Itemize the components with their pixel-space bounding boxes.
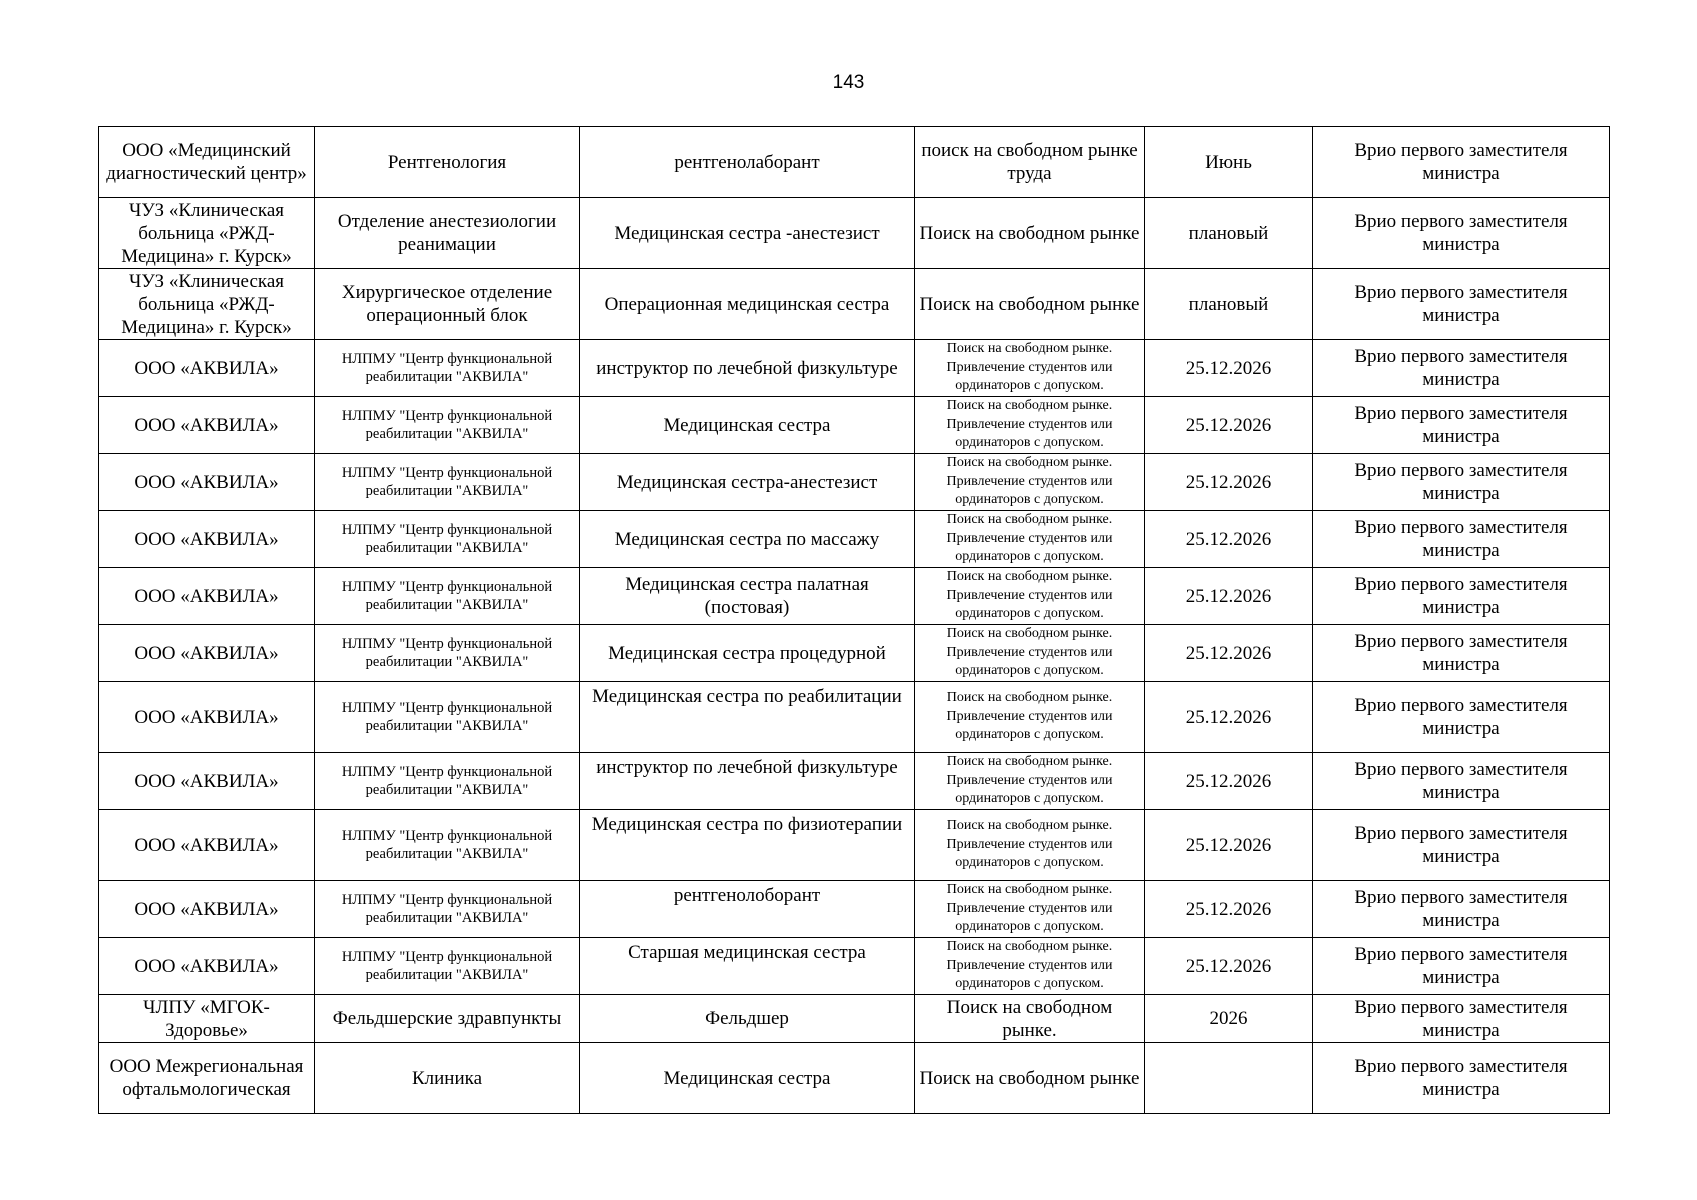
cell-department: НЛПМУ "Центр функциональной реабилитации "АКВИЛА" bbox=[315, 810, 580, 881]
cell-position: Медицинская сестра процедурной bbox=[580, 625, 915, 682]
cell-recruitment-method: Поиск на свободном рынке. Привлечение студентов или ординаторов с допуском. bbox=[915, 340, 1145, 397]
cell-responsible: Врио первого заместителя министра bbox=[1313, 995, 1610, 1043]
cell-department: Рентгенология bbox=[315, 127, 580, 198]
cell-term: 25.12.2026 bbox=[1145, 340, 1313, 397]
cell-position: Медицинская сестра bbox=[580, 397, 915, 454]
table-row bbox=[99, 397, 1610, 454]
table-row bbox=[99, 995, 1610, 1043]
cell-position: рентгенолоборант bbox=[580, 881, 915, 938]
table-row bbox=[99, 127, 1610, 198]
cell-recruitment-method: Поиск на свободном рынке. Привлечение студентов или ординаторов с допуском. bbox=[915, 397, 1145, 454]
table-row bbox=[99, 198, 1610, 269]
cell-department: НЛПМУ "Центр функциональной реабилитации "АКВИЛА" bbox=[315, 881, 580, 938]
cell-organization: ООО «АКВИЛА» bbox=[99, 625, 315, 682]
cell-department: НЛПМУ "Центр функциональной реабилитации "АКВИЛА" bbox=[315, 511, 580, 568]
cell-department: Фельдшерские здравпункты bbox=[315, 995, 580, 1043]
cell-organization: ЧУЗ «Клиническая больница «РЖД-Медицина» г. Курск» bbox=[99, 198, 315, 269]
cell-term: Июнь bbox=[1145, 127, 1313, 198]
table-row bbox=[99, 340, 1610, 397]
cell-organization: ООО «АКВИЛА» bbox=[99, 682, 315, 753]
cell-recruitment-method: Поиск на свободном рынке. Привлечение студентов или ординаторов с допуском. bbox=[915, 682, 1145, 753]
cell-recruitment-method: поиск на свободном рынке труда bbox=[915, 127, 1145, 198]
cell-position: Медицинская сестра-анестезист bbox=[580, 454, 915, 511]
cell-term: плановый bbox=[1145, 198, 1313, 269]
cell-recruitment-method: Поиск на свободном рынке. Привлечение студентов или ординаторов с допуском. bbox=[915, 568, 1145, 625]
table-row bbox=[99, 938, 1610, 995]
cell-organization: ООО «АКВИЛА» bbox=[99, 753, 315, 810]
cell-department: НЛПМУ "Центр функциональной реабилитации "АКВИЛА" bbox=[315, 938, 580, 995]
cell-organization: ООО «АКВИЛА» bbox=[99, 340, 315, 397]
table-row bbox=[99, 881, 1610, 938]
cell-position: Медицинская сестра bbox=[580, 1043, 915, 1114]
cell-position: Старшая медицинская сестра bbox=[580, 938, 915, 995]
cell-term: 25.12.2026 bbox=[1145, 810, 1313, 881]
cell-term: 25.12.2026 bbox=[1145, 881, 1313, 938]
cell-department: НЛПМУ "Центр функциональной реабилитации "АКВИЛА" bbox=[315, 682, 580, 753]
table-row bbox=[99, 568, 1610, 625]
cell-recruitment-method: Поиск на свободном рынке. Привлечение студентов или ординаторов с допуском. bbox=[915, 810, 1145, 881]
cell-position: Фельдшер bbox=[580, 995, 915, 1043]
staffing-table bbox=[98, 126, 1610, 1114]
cell-organization: ООО «АКВИЛА» bbox=[99, 938, 315, 995]
cell-organization: ООО «АКВИЛА» bbox=[99, 454, 315, 511]
cell-term: 25.12.2026 bbox=[1145, 511, 1313, 568]
cell-department: Хирургическое отделение операционный блок bbox=[315, 269, 580, 340]
cell-position: Медицинская сестра палатная (постовая) bbox=[580, 568, 915, 625]
table-row bbox=[99, 269, 1610, 340]
cell-recruitment-method: Поиск на свободном рынке. Привлечение студентов или ординаторов с допуском. bbox=[915, 881, 1145, 938]
cell-term: 25.12.2026 bbox=[1145, 625, 1313, 682]
cell-recruitment-method: Поиск на свободном рынке bbox=[915, 269, 1145, 340]
cell-department: НЛПМУ "Центр функциональной реабилитации "АКВИЛА" bbox=[315, 568, 580, 625]
cell-organization: ООО «АКВИЛА» bbox=[99, 397, 315, 454]
cell-position: инструктор по лечебной физкультуре bbox=[580, 753, 915, 810]
cell-term: 25.12.2026 bbox=[1145, 454, 1313, 511]
cell-organization: ООО «Медицинский диагностический центр» bbox=[99, 127, 315, 198]
cell-term: 25.12.2026 bbox=[1145, 568, 1313, 625]
table-row bbox=[99, 682, 1610, 753]
cell-department: НЛПМУ "Центр функциональной реабилитации "АКВИЛА" bbox=[315, 397, 580, 454]
cell-recruitment-method: Поиск на свободном рынке. Привлечение студентов или ординаторов с допуском. bbox=[915, 753, 1145, 810]
cell-position: Медицинская сестра по массажу bbox=[580, 511, 915, 568]
cell-responsible: Врио первого заместителя министра bbox=[1313, 269, 1610, 340]
cell-responsible: Врио первого заместителя министра bbox=[1313, 810, 1610, 881]
cell-organization: ООО «АКВИЛА» bbox=[99, 810, 315, 881]
cell-organization: ЧУЗ «Клиническая больница «РЖД-Медицина» г. Курск» bbox=[99, 269, 315, 340]
cell-position: инструктор по лечебной физкультуре bbox=[580, 340, 915, 397]
cell-organization: ООО Межрегиональная офтальмологическая bbox=[99, 1043, 315, 1114]
cell-recruitment-method: Поиск на свободном рынке. Привлечение студентов или ординаторов с допуском. bbox=[915, 938, 1145, 995]
cell-responsible: Врио первого заместителя министра bbox=[1313, 881, 1610, 938]
cell-term: 25.12.2026 bbox=[1145, 397, 1313, 454]
cell-department: Клиника bbox=[315, 1043, 580, 1114]
cell-position: Медицинская сестра по реабилитации bbox=[580, 682, 915, 753]
cell-responsible: Врио первого заместителя министра bbox=[1313, 753, 1610, 810]
cell-responsible: Врио первого заместителя министра bbox=[1313, 625, 1610, 682]
cell-responsible: Врио первого заместителя министра bbox=[1313, 454, 1610, 511]
cell-recruitment-method: Поиск на свободном рынке. Привлечение студентов или ординаторов с допуском. bbox=[915, 511, 1145, 568]
cell-organization: ООО «АКВИЛА» bbox=[99, 881, 315, 938]
table-body bbox=[99, 127, 1610, 1114]
table-row bbox=[99, 810, 1610, 881]
cell-responsible: Врио первого заместителя министра bbox=[1313, 198, 1610, 269]
cell-position: Медицинская сестра -анестезист bbox=[580, 198, 915, 269]
cell-organization: ООО «АКВИЛА» bbox=[99, 568, 315, 625]
cell-responsible: Врио первого заместителя министра bbox=[1313, 1043, 1610, 1114]
cell-responsible: Врио первого заместителя министра bbox=[1313, 127, 1610, 198]
cell-organization: ЧЛПУ «МГОК-Здоровье» bbox=[99, 995, 315, 1043]
cell-term: 2026 bbox=[1145, 995, 1313, 1043]
cell-position: Операционная медицинская сестра bbox=[580, 269, 915, 340]
cell-responsible: Врио первого заместителя министра bbox=[1313, 682, 1610, 753]
cell-term: 25.12.2026 bbox=[1145, 753, 1313, 810]
cell-responsible: Врио первого заместителя министра bbox=[1313, 511, 1610, 568]
cell-organization: ООО «АКВИЛА» bbox=[99, 511, 315, 568]
table-row bbox=[99, 753, 1610, 810]
page-number: 143 bbox=[832, 72, 865, 93]
cell-responsible: Врио первого заместителя министра bbox=[1313, 397, 1610, 454]
table-row bbox=[99, 454, 1610, 511]
table-row bbox=[99, 625, 1610, 682]
cell-department: НЛПМУ "Центр функциональной реабилитации "АКВИЛА" bbox=[315, 340, 580, 397]
cell-department: НЛПМУ "Центр функциональной реабилитации "АКВИЛА" bbox=[315, 753, 580, 810]
table-row bbox=[99, 511, 1610, 568]
cell-term bbox=[1145, 1043, 1313, 1114]
cell-department: НЛПМУ "Центр функциональной реабилитации "АКВИЛА" bbox=[315, 454, 580, 511]
cell-department: Отделение анестезиологии реанимации bbox=[315, 198, 580, 269]
cell-recruitment-method: Поиск на свободном рынке bbox=[915, 1043, 1145, 1114]
cell-term: 25.12.2026 bbox=[1145, 682, 1313, 753]
cell-term: 25.12.2026 bbox=[1145, 938, 1313, 995]
cell-responsible: Врио первого заместителя министра bbox=[1313, 938, 1610, 995]
cell-term: плановый bbox=[1145, 269, 1313, 340]
cell-department: НЛПМУ "Центр функциональной реабилитации "АКВИЛА" bbox=[315, 625, 580, 682]
cell-position: рентгенолаборант bbox=[580, 127, 915, 198]
cell-responsible: Врио первого заместителя министра bbox=[1313, 340, 1610, 397]
cell-recruitment-method: Поиск на свободном рынке. bbox=[915, 995, 1145, 1043]
cell-position: Медицинская сестра по физиотерапии bbox=[580, 810, 915, 881]
cell-responsible: Врио первого заместителя министра bbox=[1313, 568, 1610, 625]
cell-recruitment-method: Поиск на свободном рынке. Привлечение студентов или ординаторов с допуском. bbox=[915, 625, 1145, 682]
cell-recruitment-method: Поиск на свободном рынке. Привлечение студентов или ординаторов с допуском. bbox=[915, 454, 1145, 511]
table-row bbox=[99, 1043, 1610, 1114]
cell-recruitment-method: Поиск на свободном рынке bbox=[915, 198, 1145, 269]
